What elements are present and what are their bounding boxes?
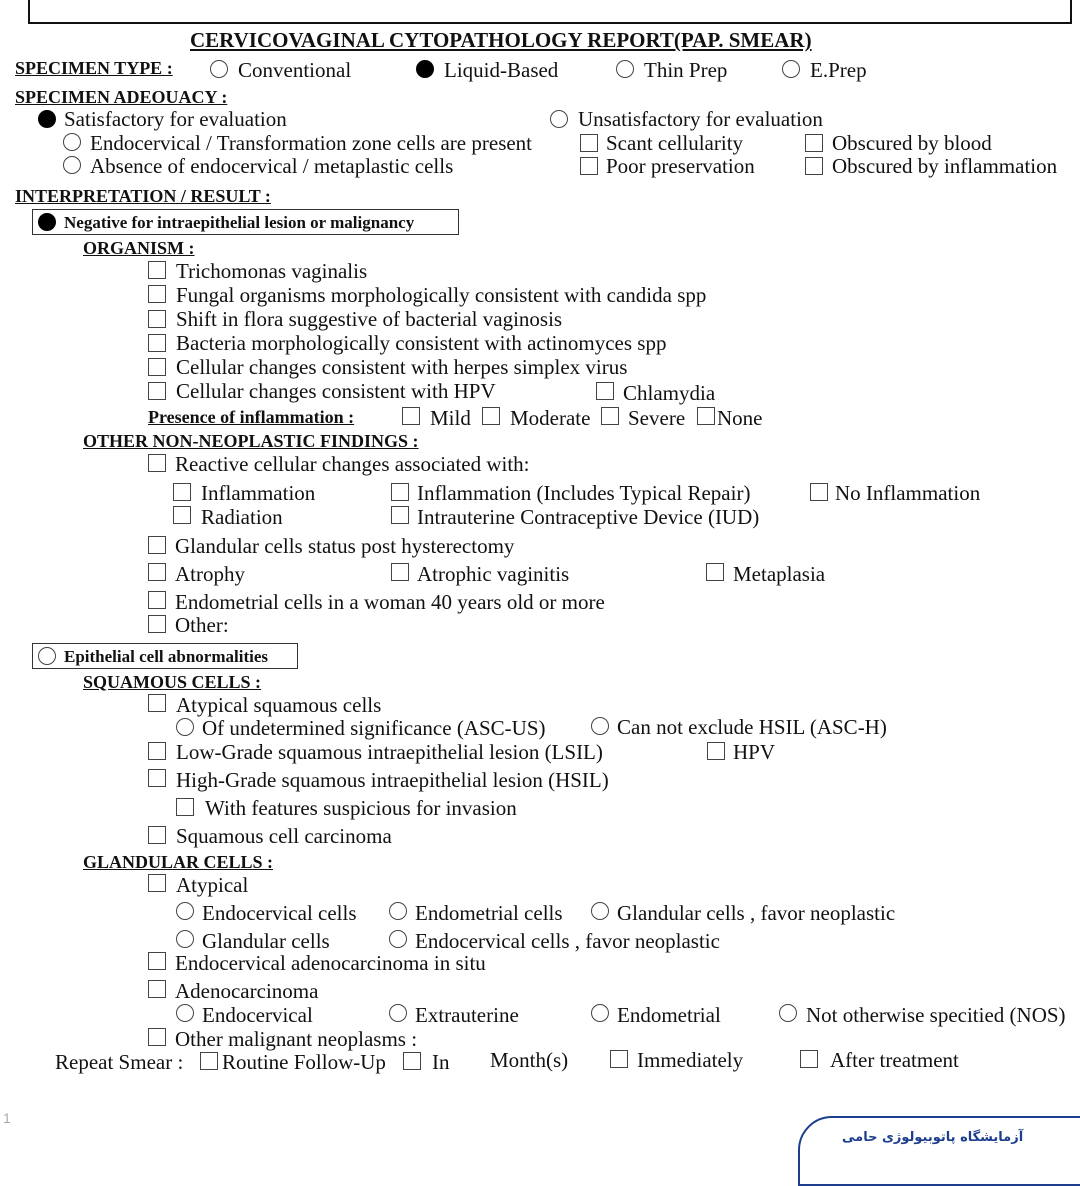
adenocarcinoma-label: Adenocarcinoma: [175, 979, 319, 1003]
stamp-text: آزمایشگاه پاتوبیولوژی حامی: [842, 1130, 1024, 1145]
no-inflammation-checkbox[interactable]: [810, 483, 828, 501]
glandular-favor-radio[interactable]: [591, 902, 609, 920]
asc-us-radio[interactable]: [176, 718, 194, 736]
scant-cellularity-label: Scant cellularity: [606, 131, 744, 155]
scant-cellularity-checkbox[interactable]: [580, 134, 598, 152]
poor-preservation-label: Poor preservation: [606, 154, 755, 178]
inflammation-none-label: None: [717, 406, 763, 430]
repeat-smear-label: Repeat Smear :: [55, 1050, 184, 1074]
thin-prep-radio[interactable]: [616, 60, 634, 78]
conventional-label: Conventional: [238, 58, 352, 82]
other-malignant-checkbox[interactable]: [148, 1028, 166, 1046]
e-prep-radio[interactable]: [782, 60, 800, 78]
epithelial-radio[interactable]: [38, 647, 56, 665]
glandular-atypical-checkbox[interactable]: [148, 874, 166, 892]
obscured-blood-label: Obscured by blood: [832, 131, 992, 155]
chlamydia-label: Chlamydia: [623, 381, 716, 405]
inflammation-severe-label: Severe: [628, 406, 686, 430]
atypical-squamous-checkbox[interactable]: [148, 694, 166, 712]
chlamydia-checkbox[interactable]: [596, 382, 614, 400]
glandular-post-checkbox[interactable]: [148, 536, 166, 554]
ais-label: Endocervical adenocarcinoma in situ: [175, 951, 486, 975]
other-checkbox[interactable]: [148, 615, 166, 633]
radiation-checkbox[interactable]: [173, 506, 191, 524]
glandular-post-label: Glandular cells status post hysterectomy: [175, 534, 515, 558]
specimen-type-heading: SPECIMEN TYPE :: [15, 58, 173, 78]
immediately-label: Immediately: [637, 1048, 744, 1072]
trichomonas-label: Trichomonas vaginalis: [176, 259, 368, 283]
immediately-checkbox[interactable]: [610, 1050, 628, 1068]
glandular-heading: GLANDULAR CELLS :: [83, 852, 274, 872]
inflammation-mild-label: Mild: [430, 406, 471, 430]
hsil-label: High-Grade squamous intraepithelial lesion (HSIL): [176, 768, 609, 792]
atrophy-checkbox[interactable]: [148, 563, 166, 581]
atrophic-vaginitis-label: Atrophic vaginitis: [417, 562, 570, 586]
adeno-endocervical-label: Endocervical: [202, 1003, 313, 1027]
bacterial-vaginosis-label: Shift in flora suggestive of bacterial vaginosis: [176, 307, 563, 331]
glandular-cells-label: Glandular cells: [202, 929, 330, 953]
asc-h-label: Can not exclude HSIL (ASC-H): [617, 715, 887, 739]
metaplasia-label: Metaplasia: [733, 562, 826, 586]
hsil-checkbox[interactable]: [148, 769, 166, 787]
adeno-endocervical-radio[interactable]: [176, 1004, 194, 1022]
inflammation-severe-checkbox[interactable]: [601, 407, 619, 425]
reactive-checkbox[interactable]: [148, 454, 166, 472]
metaplasia-checkbox[interactable]: [706, 563, 724, 581]
actinomyces-checkbox[interactable]: [148, 334, 166, 352]
satisfactory-radio[interactable]: [38, 110, 56, 128]
poor-preservation-checkbox[interactable]: [580, 157, 598, 175]
endocervical-cells-radio[interactable]: [176, 902, 194, 920]
months-label: Month(s): [490, 1048, 569, 1072]
glandular-cells-radio[interactable]: [176, 930, 194, 948]
endocervical-cells-label: Endocervical cells: [202, 901, 357, 925]
endometrial-40-checkbox[interactable]: [148, 591, 166, 609]
liquid-based-label: Liquid-Based: [444, 58, 559, 82]
lsil-hpv-checkbox[interactable]: [707, 742, 725, 760]
obscured-inflammation-label: Obscured by inflammation: [832, 154, 1058, 178]
liquid-based-radio[interactable]: [416, 60, 434, 78]
inflammation-repair-checkbox[interactable]: [391, 483, 409, 501]
nos-radio[interactable]: [779, 1004, 797, 1022]
candida-checkbox[interactable]: [148, 285, 166, 303]
herpes-label: Cellular changes consistent with herpes simplex virus: [176, 355, 628, 379]
atrophy-label: Atrophy: [175, 562, 245, 586]
no-inflammation-label: No Inflammation: [835, 481, 981, 505]
repeat-in-checkbox[interactable]: [403, 1052, 421, 1070]
reactive-inflammation-checkbox[interactable]: [173, 483, 191, 501]
negative-label: Negative for intraepithelial lesion or malignancy: [64, 213, 415, 232]
lsil-label: Low-Grade squamous intraepithelial lesion (LSIL): [176, 740, 603, 764]
hpv-changes-label: Cellular changes consistent with HPV: [176, 379, 496, 403]
nos-label: Not otherwise specitied (NOS): [806, 1003, 1066, 1027]
adeno-endometrial-radio[interactable]: [591, 1004, 609, 1022]
specimen-adequacy-heading: SPECIMEN ADEOUACY :: [15, 87, 228, 107]
glandular-favor-label: Glandular cells , favor neoplastic: [617, 901, 896, 925]
endometrial-cells-radio[interactable]: [389, 902, 407, 920]
atrophic-vaginitis-checkbox[interactable]: [391, 563, 409, 581]
routine-followup-checkbox[interactable]: [200, 1052, 218, 1070]
atypical-squamous-label: Atypical squamous cells: [176, 693, 382, 717]
inflammation-moderate-checkbox[interactable]: [482, 407, 500, 425]
lsil-checkbox[interactable]: [148, 742, 166, 760]
reactive-label: Reactive cellular changes associated with:: [175, 452, 530, 476]
trichomonas-checkbox[interactable]: [148, 261, 166, 279]
unsatisfactory-radio[interactable]: [550, 110, 568, 128]
endocervical-present-label: Endocervical / Transformation zone cells are present: [90, 131, 533, 155]
inflammation-label: Presence of inflammation :: [148, 407, 355, 427]
lab-stamp: [798, 1116, 1080, 1186]
adenocarcinoma-checkbox[interactable]: [148, 980, 166, 998]
other-malignant-label: Other malignant neoplasms :: [175, 1027, 418, 1051]
after-treatment-label: After treatment: [830, 1048, 959, 1072]
iud-checkbox[interactable]: [391, 506, 409, 524]
squamous-heading: SQUAMOUS CELLS :: [83, 672, 262, 692]
unsatisfactory-label: Unsatisfactory for evaluation: [578, 107, 823, 131]
other-label: Other:: [175, 613, 229, 637]
absence-endocervical-label: Absence of endocervical / metaplastic cells: [90, 154, 454, 178]
adeno-endometrial-label: Endometrial: [617, 1003, 721, 1027]
iud-label: Intrauterine Contraceptive Device (IUD): [417, 505, 760, 529]
epithelial-label: Epithelial cell abnormalities: [64, 647, 268, 666]
routine-followup-label: Routine Follow-Up: [222, 1050, 386, 1074]
endometrial-cells-label: Endometrial cells: [415, 901, 563, 925]
candida-label: Fungal organisms morphologically consistent with candida spp: [176, 283, 707, 307]
inflammation-none-checkbox[interactable]: [697, 407, 715, 425]
lsil-hpv-label: HPV: [733, 740, 776, 764]
scc-label: Squamous cell carcinoma: [176, 824, 392, 848]
after-treatment-checkbox[interactable]: [800, 1050, 818, 1068]
obscured-blood-checkbox[interactable]: [805, 134, 823, 152]
invasion-label: With features suspicious for invasion: [205, 796, 517, 820]
herpes-checkbox[interactable]: [148, 358, 166, 376]
glandular-atypical-label: Atypical: [176, 873, 249, 897]
inflammation-moderate-label: Moderate: [510, 406, 591, 430]
extrauterine-label: Extrauterine: [415, 1003, 519, 1027]
organism-heading: ORGANISM :: [83, 238, 195, 258]
endometrial-40-label: Endometrial cells in a woman 40 years old or more: [175, 590, 605, 614]
endocervical-favor-label: Endocervical cells , favor neoplastic: [415, 929, 720, 953]
asc-h-radio[interactable]: [591, 717, 609, 735]
obscured-inflammation-checkbox[interactable]: [805, 157, 823, 175]
e-prep-label: E.Prep: [810, 58, 867, 82]
asc-us-label: Of undetermined significance (ASC-US): [202, 716, 546, 740]
thin-prep-label: Thin Prep: [644, 58, 728, 82]
actinomyces-label: Bacteria morphologically consistent with actinomyces spp: [176, 331, 667, 355]
repeat-in-label: In: [432, 1050, 450, 1074]
radiation-label: Radiation: [201, 505, 283, 529]
satisfactory-label: Satisfactory for evaluation: [64, 107, 287, 131]
scc-checkbox[interactable]: [148, 826, 166, 844]
hpv-changes-checkbox[interactable]: [148, 382, 166, 400]
inflammation-repair-label: Inflammation (Includes Typical Repair): [417, 481, 751, 505]
inflammation-mild-checkbox[interactable]: [402, 407, 420, 425]
invasion-checkbox[interactable]: [176, 798, 194, 816]
bacterial-vaginosis-checkbox[interactable]: [148, 310, 166, 328]
endocervical-present-radio[interactable]: [63, 133, 81, 151]
header-frame: [28, 0, 1072, 24]
endocervical-favor-radio[interactable]: [389, 930, 407, 948]
negative-radio[interactable]: [38, 213, 56, 231]
interpretation-heading: INTERPRETATION / RESULT :: [15, 186, 271, 206]
page-number: 1: [3, 1110, 11, 1126]
report-title: CERVICOVAGINAL CYTOPATHOLOGY REPORT(PAP. SMEAR): [190, 28, 812, 52]
absence-endocervical-radio[interactable]: [63, 156, 81, 174]
extrauterine-radio[interactable]: [389, 1004, 407, 1022]
ais-checkbox[interactable]: [148, 952, 166, 970]
reactive-inflammation-label: Inflammation: [201, 481, 316, 505]
conventional-radio[interactable]: [210, 60, 228, 78]
non-neoplastic-heading: OTHER NON-NEOPLASTIC FINDINGS :: [83, 431, 419, 451]
